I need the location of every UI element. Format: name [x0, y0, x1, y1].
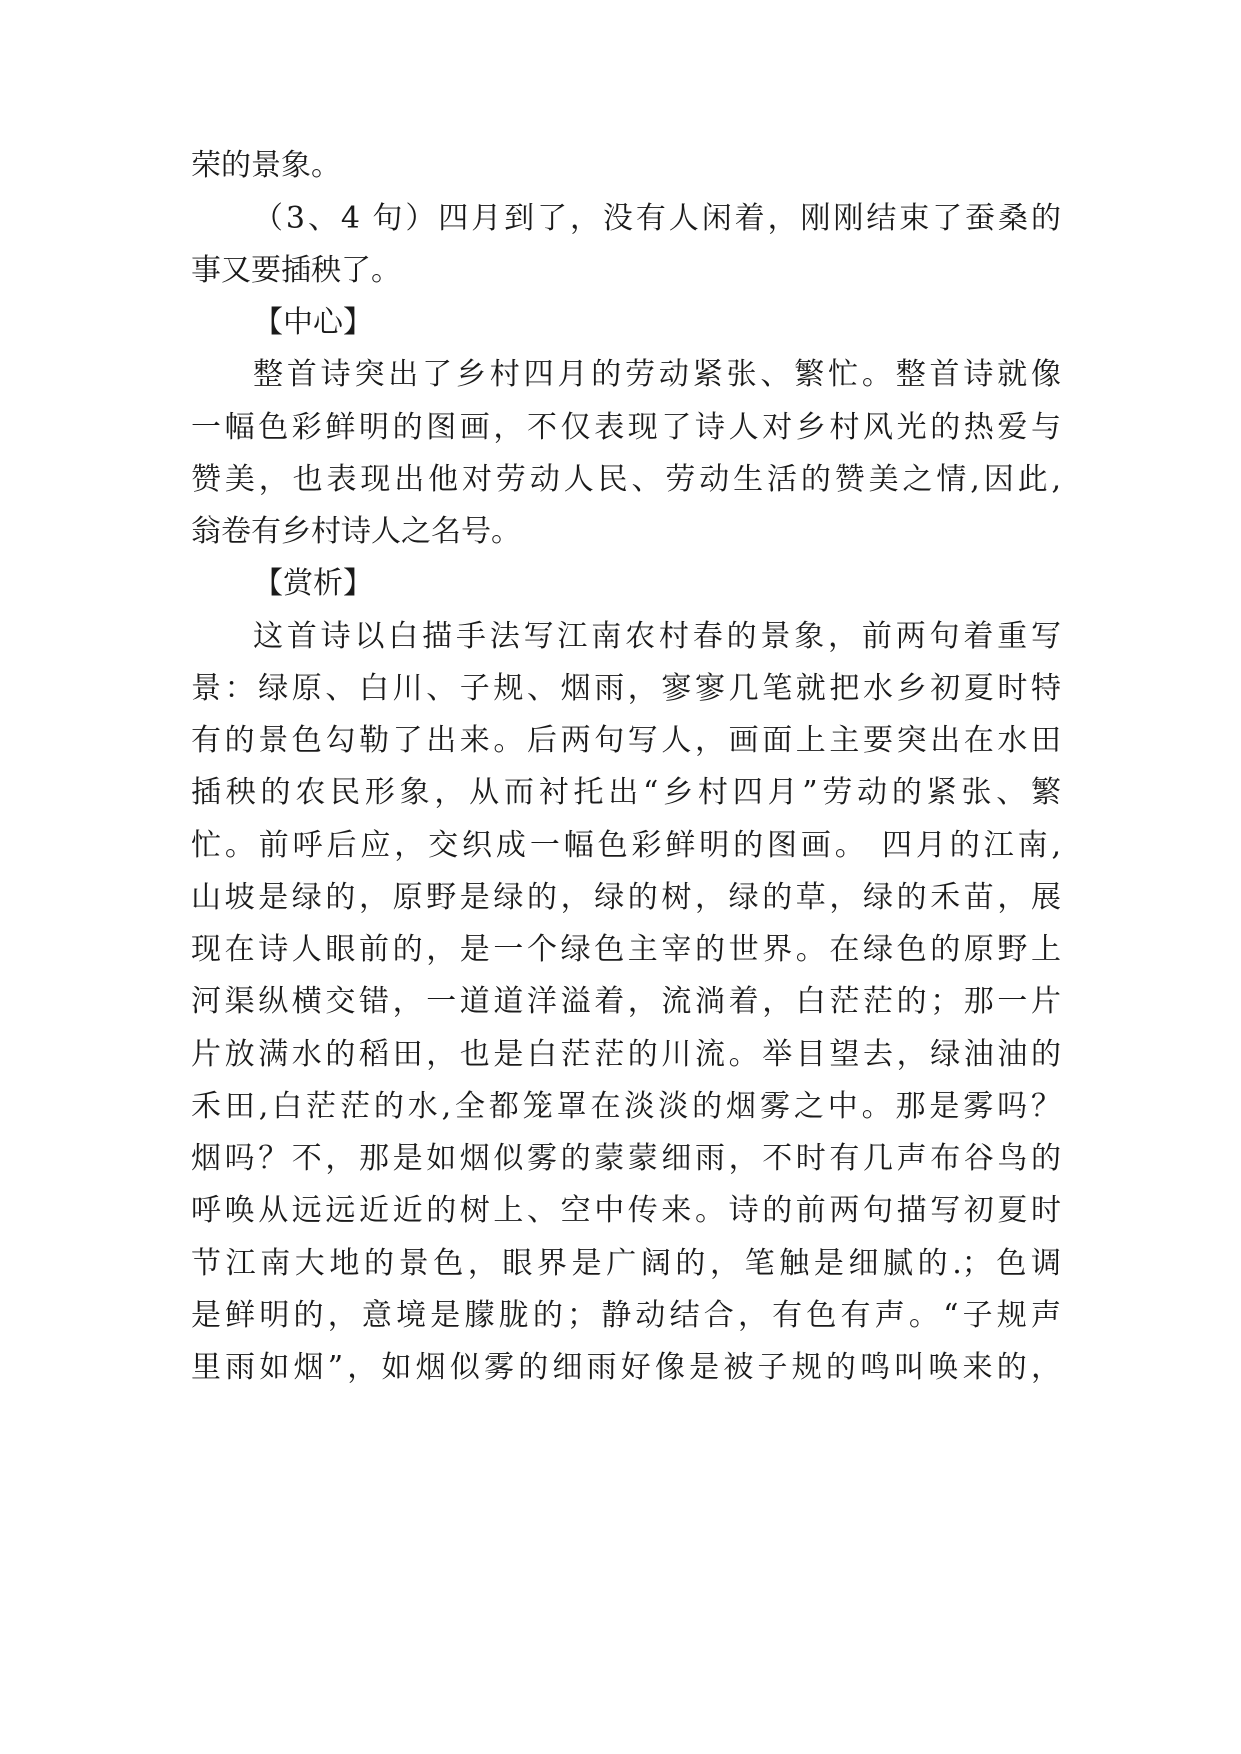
text-line: 河渠纵横交错，一道道洋溢着，流淌着，白茫茫的；那一片 — [191, 984, 1061, 1019]
section-heading-center: 【中心】 — [253, 305, 373, 340]
text-line: 片放满水的稻田，也是白茫茫的川流。举目望去，绿油油的 — [191, 1037, 1061, 1072]
text-line: 事又要插秧了。 — [191, 253, 401, 288]
text-line: 忙。前呼后应，交织成一幅色彩鲜明的图画。 四月的江南, — [191, 828, 1061, 863]
text-line: 呼唤从远远近近的树上、空中传来。诗的前两句描写初夏时 — [191, 1193, 1061, 1228]
text-line: 禾田,白茫茫的水,全都笼罩在淡淡的烟雾之中。那是雾吗？ — [191, 1089, 1061, 1124]
text-line: 山坡是绿的，原野是绿的，绿的树，绿的草，绿的禾苗，展 — [191, 880, 1061, 915]
text-line: 荣的景象。 — [191, 148, 341, 183]
text-line: 烟吗？不，那是如烟似雾的蒙蒙细雨，不时有几声布谷鸟的 — [191, 1141, 1061, 1176]
text-line: 翁卷有乡村诗人之名号。 — [191, 514, 521, 549]
text-line: 整首诗突出了乡村四月的劳动紧张、繁忙。整首诗就像 — [253, 357, 1061, 392]
text-line: 有的景色勾勒了出来。后两句写人，画面上主要突出在水田 — [191, 723, 1061, 758]
text-line: （3、4 句）四月到了，没有人闲着，刚刚结束了蚕桑的 — [253, 201, 1061, 236]
section-heading-appreciation: 【赏析】 — [253, 566, 373, 601]
text-line: 景：绿原、白川、子规、烟雨，寥寥几笔就把水乡初夏时特 — [191, 671, 1061, 706]
text-line: 这首诗以白描手法写江南农村春的景象，前两句着重写 — [253, 619, 1061, 654]
text-line: 节江南大地的景色，眼界是广阔的，笔触是细腻的.；色调 — [191, 1246, 1061, 1281]
text-line: 里雨如烟”，如烟似雾的细雨好像是被子规的鸣叫唤来的， — [191, 1350, 1061, 1385]
text-line: 一幅色彩鲜明的图画，不仅表现了诗人对乡村风光的热爱与 — [191, 410, 1061, 445]
text-line: 是鲜明的，意境是朦胧的；静动结合，有色有声。“子规声 — [191, 1298, 1061, 1333]
text-line: 插秧的农民形象，从而衬托出“乡村四月”劳动的紧张、繁 — [191, 775, 1061, 810]
text-line: 赞美，也表现出他对劳动人民、劳动生活的赞美之情,因此, — [191, 462, 1061, 497]
text-line: 现在诗人眼前的，是一个绿色主宰的世界。在绿色的原野上 — [191, 932, 1061, 967]
